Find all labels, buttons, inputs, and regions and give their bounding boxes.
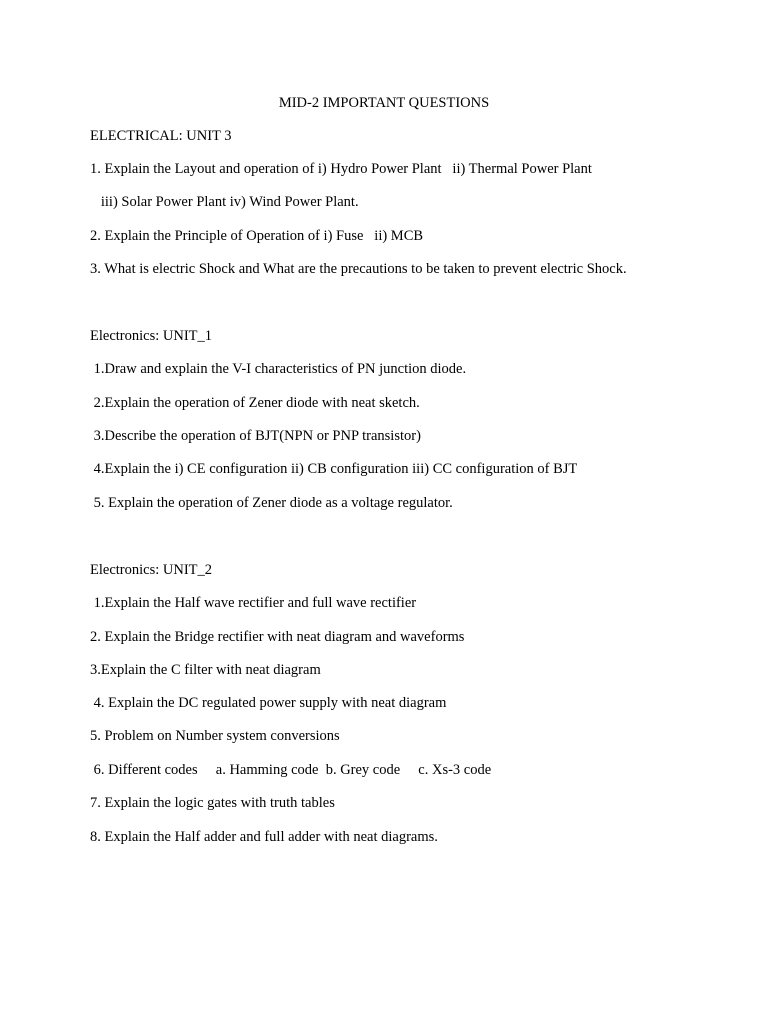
section-heading-electrical-unit3: ELECTRICAL: UNIT 3 (90, 128, 232, 144)
question-line: 5. Problem on Number system conversions (90, 728, 340, 744)
question-line: 3.Explain the C filter with neat diagram (90, 662, 321, 678)
question-line: 2. Explain the Bridge rectifier with neat diagram and waveforms (90, 629, 465, 645)
question-line: 5. Explain the operation of Zener diode as a voltage regulator. (90, 495, 453, 511)
question-line: 1.Draw and explain the V-I characteristics of PN junction diode. (90, 361, 467, 377)
question-line: 8. Explain the Half adder and full adder with neat diagrams. (90, 829, 438, 845)
question-line: 1.Explain the Half wave rectifier and full wave rectifier (90, 595, 417, 611)
question-line: 7. Explain the logic gates with truth tables (90, 795, 335, 811)
section-heading-electronics-unit1: Electronics: UNIT_1 (90, 328, 213, 344)
question-line: 2.Explain the operation of Zener diode with neat sketch. (90, 395, 420, 411)
question-line: 6. Different codes a. Hamming code b. Grey code c. Xs-3 code (90, 762, 492, 778)
section-heading-electronics-unit2: Electronics: UNIT_2 (90, 562, 213, 578)
question-line: 2. Explain the Principle of Operation of i) Fuse ii) MCB (90, 228, 424, 244)
question-line: 4.Explain the i) CE configuration ii) CB configuration iii) CC configuration of BJT (90, 461, 578, 477)
page-title: MID-2 IMPORTANT QUESTIONS (278, 95, 490, 111)
question-line: 1. Explain the Layout and operation of i) Hydro Power Plant ii) Thermal Power Plant (90, 161, 592, 177)
question-line: 3.Describe the operation of BJT(NPN or PNP transistor) (90, 428, 421, 444)
question-line: 3. What is electric Shock and What are the precautions to be taken to prevent electric Shock. (90, 261, 627, 277)
question-line: 4. Explain the DC regulated power supply with neat diagram (90, 695, 447, 711)
question-line: iii) Solar Power Plant iv) Wind Power Plant. (90, 194, 359, 210)
